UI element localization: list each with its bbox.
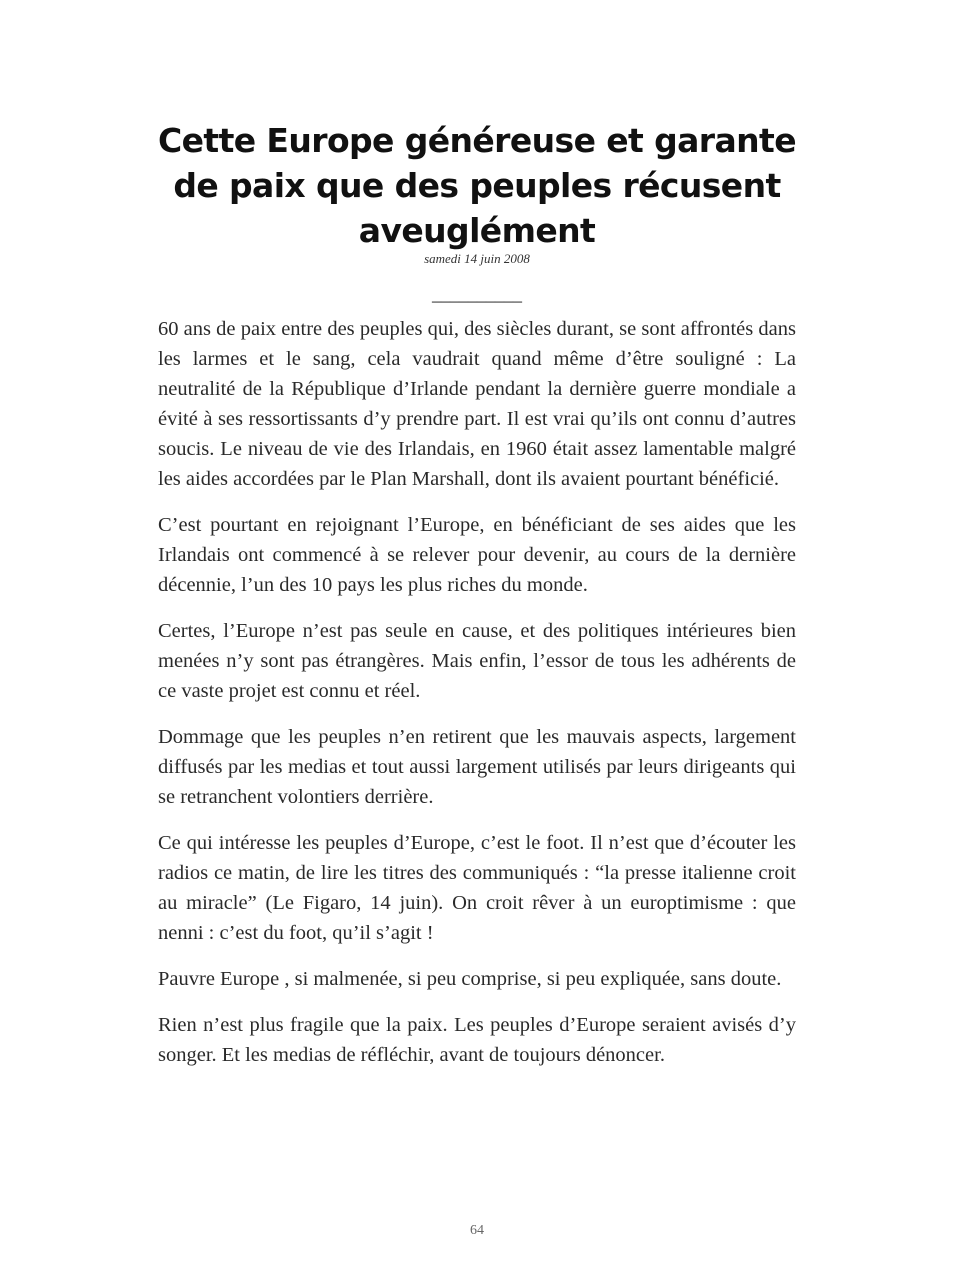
paragraph: C’est pourtant en rejoignant l’Europe, en bénéficiant de ses aides que les Irlandais ont commencé à se relever pour devenir, au cours de la dernière décennie, l’un des 10 pays les plus riches du monde. (158, 514, 796, 596)
article-date: samedi 14 juin 2008 (424, 251, 530, 266)
paragraph: Rien n’est plus fragile que la paix. Les peuples d’Europe seraient avisés d’y songer. Et les medias de réfléchir, avant de toujours dénoncer. (158, 1014, 796, 1066)
paragraph: Ce qui intéresse les peuples d’Europe, c’est le foot. Il n’est que d’écouter les radios ce matin, de lire les titres des communiqués : “la presse italienne croit au miracle” (Le Figaro, 14 juin). On croit rêver à un europtimisme : que nenni : c’est du foot, qu’il s’agit ! (158, 832, 796, 944)
paragraph: Certes, l’Europe n’est pas seule en cause, et des politiques intérieures bien menées n’y sont pas étrangères. Mais enfin, l’essor de tous les adhérents de ce vaste projet est connu et réel. (158, 620, 796, 702)
paragraph: 60 ans de paix entre des peuples qui, des siècles durant, se sont affrontés dans les larmes et le sang, cela vaudrait quand même d’être souligné : La neutralité de la République d’Irlande pendant la dernière guerre mondiale a évité à ses ressortissants d’y prendre part. Il est vrai qu’ils ont connu d’autres soucis. Le niveau de vie des Irlandais, en 1960 était assez lamentable malgré les aides accordées par le Plan Marshall, dont ils avaient pourtant bénéficié. (158, 318, 796, 490)
article-body (158, 314, 796, 1086)
paragraph: Dommage que les peuples n’en retirent que les mauvais aspects, largement diffusés par les medias et tout aussi largement utilisés par leurs dirigeants qui se retranchent volontiers derrière. (158, 726, 796, 808)
paragraph: Pauvre Europe , si malmenée, si peu comprise, si peu expliquée, sans doute. (158, 968, 782, 990)
title-separator: __________ (432, 284, 522, 304)
page-title: Cette Europe généreuse et garante de paix que des peuples récusent aveuglément (158, 121, 796, 250)
page-number: 64 (470, 1223, 484, 1238)
